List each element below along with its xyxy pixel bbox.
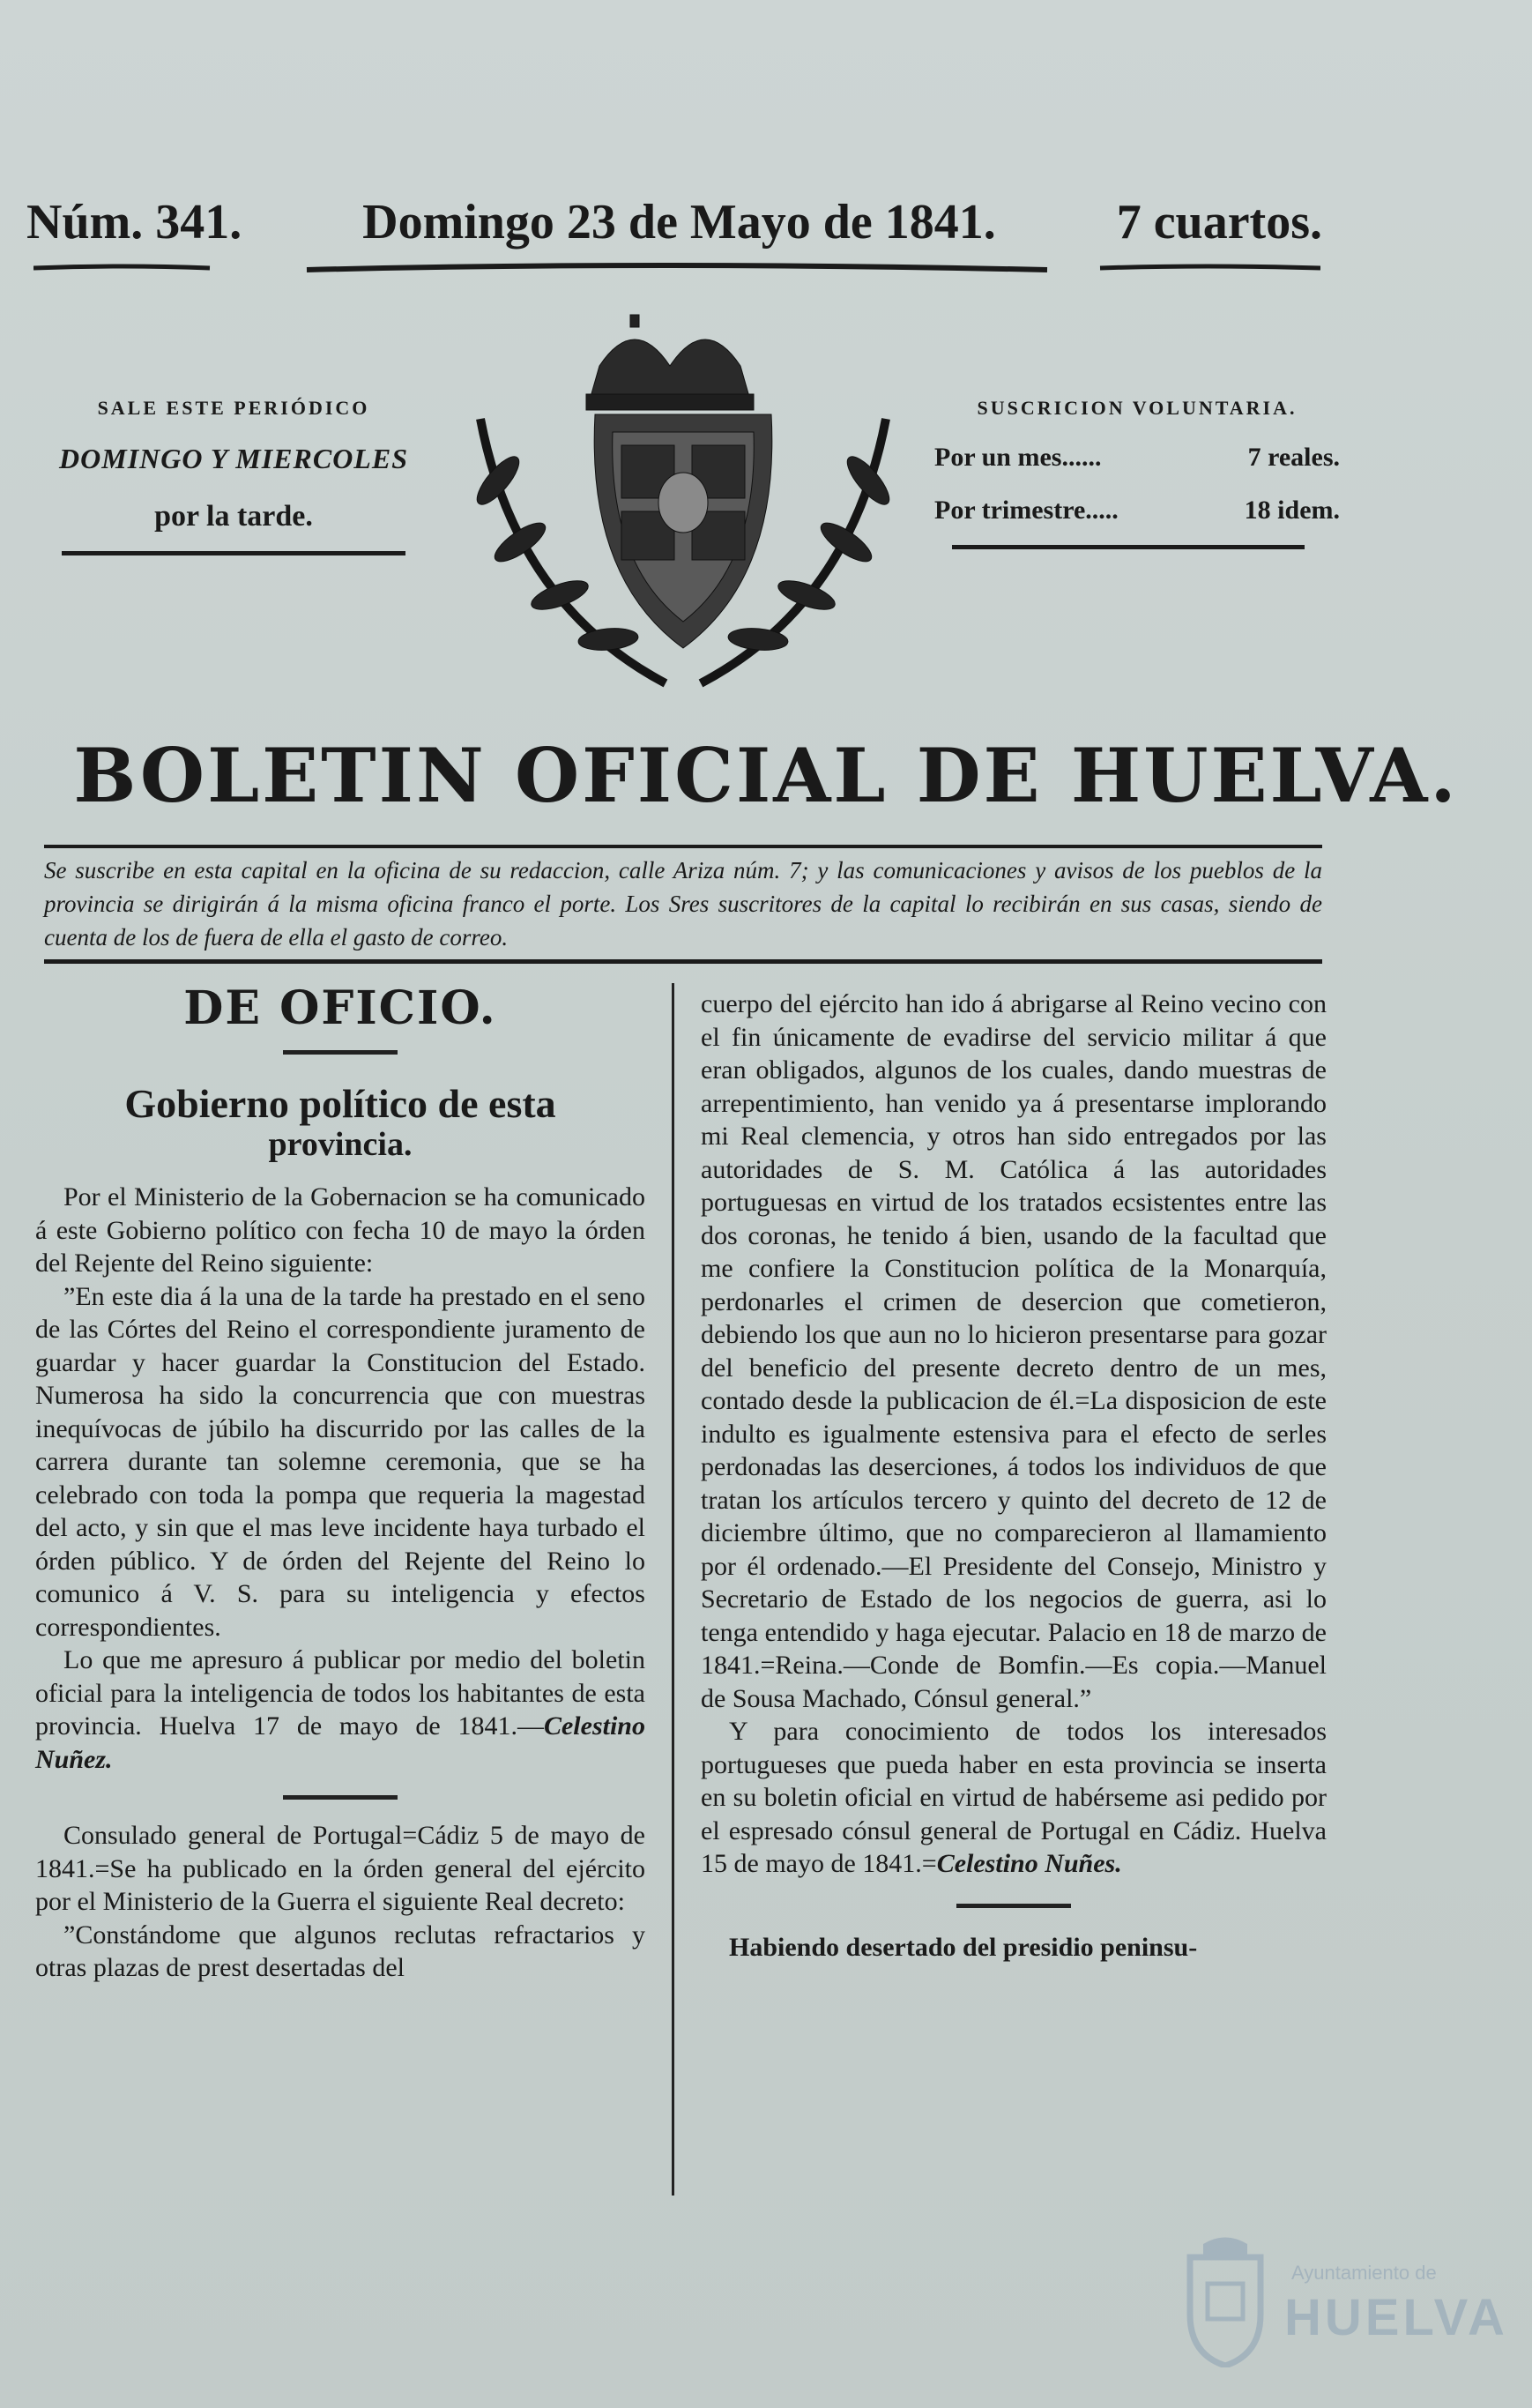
article-heading: Gobierno político de esta (124, 1080, 556, 1126)
subscription-month-row (934, 443, 1340, 473)
schedule-rule (62, 551, 405, 555)
issue-number: Núm. 341. (26, 195, 242, 250)
issue-date: Domingo 23 de Mayo de 1841. (362, 195, 996, 250)
crown-cross-icon (630, 315, 639, 327)
watermark-text-small: Ayuntamiento de (1291, 2262, 1437, 2284)
masthead-rules (33, 263, 1320, 275)
masthead (26, 194, 1322, 250)
section-heading: DE OFICIO. (183, 981, 497, 1035)
paragraph-with-signature (35, 1644, 645, 1776)
signature: Celestino Nuñez. (35, 1711, 645, 1774)
newspaper-title: BOLETIN OFICIAL DE HUELVA. (73, 732, 1459, 819)
paragraph: Habiendo desertado del presidio peninsu- (729, 1932, 1198, 1962)
schedule-line-1: SALE ESTE PERIÓDICO (97, 397, 370, 419)
paragraph: Consulado general de Portugal=Cádiz 5 de mayo de 1841.=Se ha publicado en la órden general del ejército por el Ministerio de la Guerra el siguiente Real decreto: (35, 1821, 645, 1916)
royal-crest-emblem (445, 313, 921, 701)
subscription-info (934, 397, 1340, 549)
subscription-heading: SUSCRICION VOLUNTARIA. (977, 397, 1298, 419)
ayuntamiento-watermark (1168, 2235, 1508, 2376)
subscription-rule (952, 545, 1305, 549)
quarter-price: 18 idem. (1244, 496, 1340, 525)
subscription-notice: Se suscribe en esta capital en la oficina de su redaccion, calle Ariza núm. 7; y las comunicaciones y avisos de los pueblos de la provincia se dirigirán á la misma oficina franco el porte. Los Sres suscritores de la capital lo recibirán en sus casas, siendo de cuenta de los de fuera de ella el gasto de correo. (44, 857, 1322, 951)
paragraph-text: Lo que me apresuro á publicar por medio del boletin oficial para la inteligencia de todos los habitantes de esta provincia. Huelva 17 de mayo de 1841.— (35, 1645, 645, 1741)
article-subheading: provincia. (268, 1125, 413, 1163)
notice-bottom-rule (44, 959, 1322, 964)
subscription-quarter-row (934, 496, 1340, 526)
paragraph-text: Y para conocimiento de todos los interesados portugueses que pueda haber en esta provincia se inserta en su boletin oficial en virtud de habérseme asi pedido por el espresado cónsul general de Portugal en Cádiz. Huelva 15 de mayo de 1841.= (701, 1717, 1327, 1878)
schedule-days: DOMINGO Y MIERCOLES (59, 443, 408, 474)
left-column (35, 981, 645, 1985)
signature: Celestino Nuñes. (936, 1849, 1122, 1878)
month-label: Por un mes...... (934, 443, 1102, 472)
separator (956, 1904, 1071, 1908)
city-shield-icon (1177, 2235, 1274, 2367)
quarter-label: Por trimestre..... (934, 496, 1119, 525)
paragraph-with-signature (701, 1715, 1327, 1881)
paragraph: Por el Ministerio de la Gobernacion se ha comunicado á este Gobierno político con fecha 10 de mayo la órden del Rejente del Reino siguiente: (35, 1182, 645, 1278)
column-divider (672, 983, 674, 2196)
paragraph: ”En este dia á la una de la tarde ha prestado en el seno de las Córtes del Reino el correspondiente juramento de guardar y hacer guardar la Constitucion del Estado. Numerosa ha sido la concurrencia que con muestras inequívocas de júbilo ha discurrido por las calles de la carrera durante tan solemne ceremonia, que se ha celebrado con toda la pompa que requeria la magestad del acto, y sin que el mas leve incidente haya turbado el órden público. Y de órden del Rejente del Reino lo comunico á V. S. para su inteligencia y efectos correspondientes. (35, 1281, 645, 1642)
notice-top-rule (44, 845, 1322, 848)
separator (283, 1795, 398, 1800)
crown-icon (591, 339, 749, 397)
schedule-time: por la tarde. (154, 500, 313, 533)
month-price: 7 reales. (1247, 443, 1340, 472)
paragraph: cuerpo del ejército han ido á abrigarse al Reino vecino con el fin únicamente de evadirse del servicio militar á que eran obligados, algunos de los cuales, dando muestras de arrepentimiento, han venido ya á presentarse implorando mi Real clemencia, y otros han sido entregados por las autoridades de S. M. Católica á las autoridades portuguesas en virtud de los tratados ecsistentes entre las dos coronas, he tenido á bien, usando de la facultad que me confiere la Constitucion política de la Monarquía, perdonarles el crimen de desercion que cometieron, debiendo los que aun no lo hicieron presentarse para gozar del beneficio del presente decreto dentro de un mes, contado desde la publicacion de él.=La disposicion de este indulto es igualmente estensiva para el efecto de serles perdonadas las deserciones, á todos los individuos de que tratan los artículos tercero y quinto del decreto de 12 de diciembre último, que no comparecieron al llamamiento por él ordenado.—El Presidente del Consejo, Ministro y Secretario de Estado de los negocios de guerra, asi lo tenga entendido y haga ejecutar. Palacio en 18 de marzo de 1841.=Reina.—Conde de Bomfin.—Es copia.—Manuel de Sousa Machado, Cónsul general.” (701, 989, 1327, 1713)
issue-price: 7 cuartos. (1116, 195, 1322, 250)
watermark-text-big: HUELVA (1284, 2289, 1508, 2346)
paragraph: ”Constándome que algunos reclutas refractarios y otras plazas de prest desertadas del (35, 1920, 645, 1982)
separator (283, 1050, 398, 1055)
right-column (701, 988, 1327, 1964)
publication-schedule (26, 397, 441, 555)
